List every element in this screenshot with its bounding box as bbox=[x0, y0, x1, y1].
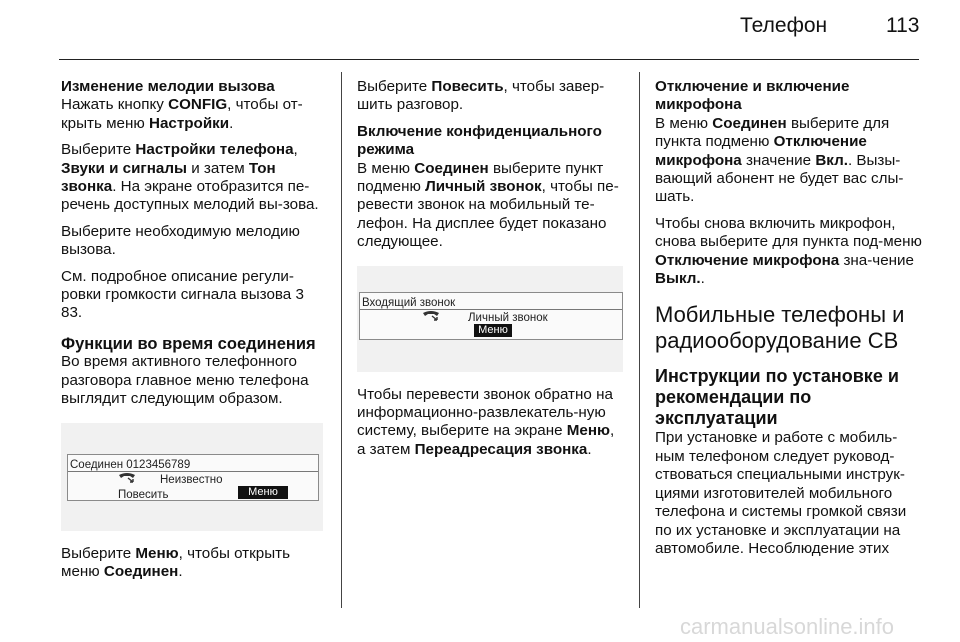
section-heading-private-mode: Включение конфиденциального режима bbox=[357, 122, 602, 159]
screen-private-call-option[interactable]: Личный звонок bbox=[468, 311, 548, 324]
paragraph: В меню Соединен выберите пункт подменю Личный звонок, чтобы пе-ревести звонок на мобильный те-лефон. На дисплее будет показано следующее. bbox=[357, 159, 619, 251]
display-screenshot-connected bbox=[61, 423, 323, 531]
section-heading-call-functions: Функции во время соединения bbox=[61, 334, 316, 353]
paragraph: Выберите Настройки телефона, Звуки и сигналы и затем Тон звонка. На экране отобразится пе-речень доступных мелодий вы-зова. bbox=[61, 141, 319, 214]
screen-menu-button[interactable]: Меню bbox=[474, 324, 512, 337]
paragraph: Чтобы перевести звонок обратно на информационно-развлекатель-ную систему, выберите на экране Меню, а затем Переадресация звонка. bbox=[357, 385, 615, 458]
phone-icon bbox=[422, 310, 440, 322]
section-title-mobile-phones: Мобильные телефоны и радиооборудование CB bbox=[655, 302, 905, 354]
header-divider bbox=[59, 59, 919, 60]
watermark: carmanualsonline.info bbox=[680, 614, 895, 639]
screen-incoming-line: Входящий звонок bbox=[362, 296, 456, 309]
screen-caller-name: Неизвестно bbox=[160, 473, 223, 486]
column-divider-2 bbox=[639, 72, 640, 608]
paragraph: Выберите Повесить, чтобы завер-шить разговор. bbox=[357, 78, 605, 114]
section-heading-microphone: Отключение и включение микрофона bbox=[655, 78, 850, 114]
screen-connected-line: Соединен 0123456789 bbox=[70, 458, 191, 471]
page-title: Телефон bbox=[740, 14, 828, 37]
paragraph: Выберите Меню, чтобы открыть меню Соединен. bbox=[61, 544, 291, 580]
phone-icon bbox=[118, 472, 136, 484]
screen-panel bbox=[359, 292, 623, 340]
column-divider-1 bbox=[341, 72, 342, 608]
page-reference-icon: 3 bbox=[295, 286, 304, 304]
paragraph: При установке и работе с мобиль-ным телефоном следует руковод-ствоваться специальными инструк-циями изготовителей мобильного телефона и системы громкой связи по их установке и эксплуатации на автомобиле. Несоблюдение этих bbox=[655, 429, 907, 557]
column-1 bbox=[61, 78, 327, 589]
subsection-heading-installation: Инструкции по установке и рекомендации по эксплуатации bbox=[655, 366, 899, 429]
screen-hangup-option[interactable]: Повесить bbox=[118, 488, 169, 501]
page-number: 113 bbox=[886, 14, 920, 37]
column-2 bbox=[357, 78, 623, 467]
screen-menu-button[interactable]: Меню bbox=[238, 486, 288, 499]
paragraph: Нажать кнопку CONFIG, чтобы от-крыть меню Настройки. bbox=[61, 96, 303, 132]
section-heading-ringtone: Изменение мелодии вызова bbox=[61, 78, 275, 95]
paragraph: В меню Соединен выберите для пункта подменю Отключение микрофона значение Вкл.. Вызы-вающий абонент не будет вас слы-шать. bbox=[655, 114, 904, 206]
column-3 bbox=[655, 78, 923, 566]
paragraph: Чтобы снова включить микрофон, снова выберите для пункта под-меню Отключение микрофона зна-чение Выкл.. bbox=[655, 214, 922, 288]
paragraph: См. подробное описание регули-ровки громкости сигнала вызова 3 83. bbox=[61, 267, 304, 322]
display-screenshot-incoming bbox=[357, 266, 623, 372]
screen-panel bbox=[67, 454, 319, 501]
paragraph: Во время активного телефонного разговора главное меню телефона выглядит следующим образом. bbox=[61, 353, 309, 408]
paragraph: Выберите необходимую мелодию вызова. bbox=[61, 222, 300, 259]
